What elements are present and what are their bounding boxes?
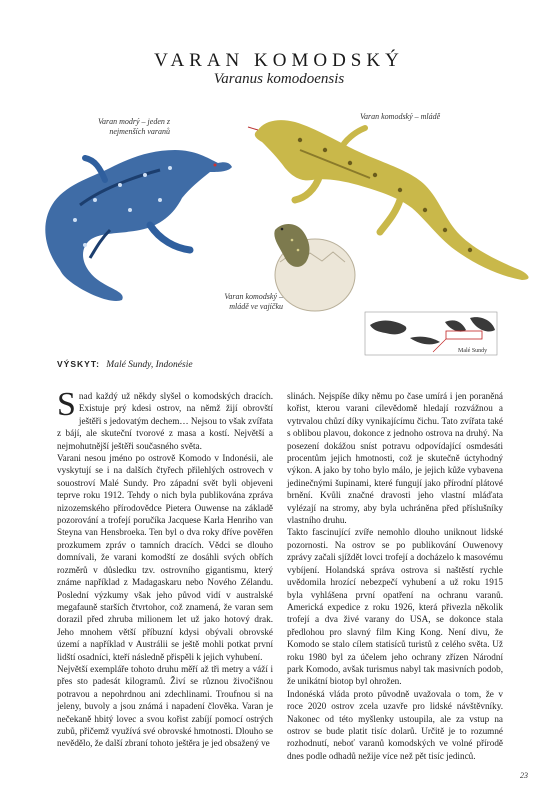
body-left-column <box>57 386 273 750</box>
map-label: Malé Sundy <box>458 348 488 354</box>
occurrence-label: VÝSKYT: <box>57 359 100 369</box>
young-monitor-caption: Varan komodský – mládě <box>360 112 441 121</box>
paragraph: slinách. Nejspíše díky němu po čase umírá i jen poraněná kořist, kterou varani cílevědomě hledají rozvážnou a vytrvalou chůzí díky vynikajícímu čichu. Tato zvířata také s oblibou plavou, dokonce z jednoho ostrova na druhý. Na posezení dokážou sníst potravu odpovídající osmdesáti procentům jejich hmotnosti, což je skutečně úctyhodný výkon. A jako by toho bylo málo, je jejich kůže vybavena jedinečnými šupinami, které fungují jako přírodní plátové brnění. Kvůli značné dravosti jeho vlastní mláďata vylézají na stromy, aby byla uchráněna před příslušníky vlastního druhu. <box>287 391 503 526</box>
latin-name: Varanus komodoensis <box>213 71 345 87</box>
page-number: 23 <box>520 771 528 780</box>
blue-monitor-illustration <box>45 150 232 301</box>
paragraph: Varani nesou jméno po ostrově Komodo v Indonésii, ale vyskytují se i na dalších čtyřech přilehlých ostrovech v souostroví Malé Sundy. Pro západní svět byli objeveni teprve roku 1912. Tehdy o nich byla publikována zpráva nizozemského přírodovědce Pietera Ouwense na základě pozorování a trofejí poručíka Jacquese Karla Henriho van Steyna van Hensbroeka. Ten byl o dva roky dříve pověřen prozkumem zpráv o tamních dracích. Vědci se dlouho domnívali, že varani komodští ze dosáhli svých obřích rozměrů v důsledku tzv. ostrovního gigantismu, který známe například z Madagaskaru nebo Nového Zélandu. Poslední výzkumy však jeho původ vidí v australské megafauně starších čtvrtohor, což znamená, že varan sem dorazil před zhruba milionem let už jako hotový drak. Jeho mnohem větší příbuzní kdysi obývali obrovské území a například v Austrálii se ještě mohli potkat první lidští osadníci, kteří následně přispěli k jejich vyhubení. <box>57 453 273 662</box>
page-title: VARAN KOMODSKÝ <box>154 50 404 71</box>
paragraph: Indonéská vláda proto původně uvažovala o tom, že v roce 2020 ostrov zcela uzavře pro lidské návštěvníky. Nakonec od této myšlenky ustoupila, ale za vstup na ostrov se bude platit tisíc dolarů. Určitě je to rozumné rozhodnutí, neboť varanů komodských ve volné přírodě dnes podle odhadů nežije více než pět tisíc jedinců. <box>287 688 503 761</box>
body-right-column <box>287 390 503 762</box>
paragraph: Největší exempláře tohoto druhu měří až tři metry a váží i přes sto padesát kilogramů. Živí se různou živočišnou potravou a nepohrdnou ani zdechlinami. Troufnou si na jeleny, buvoly a jsou známá i napadení člověka. Varan je nečekaně hbitý lovec a svou kořist zabíjí pomocí ostrých zubů, přičemž využívá své obrovské hmotnosti. Dlouho se nevědělo, že další zbraní tohoto ještěra je jed obsažený ve <box>57 663 273 749</box>
occurrence <box>57 359 193 370</box>
egg-hatchling-caption: Varan komodský – mládě ve vajíčku <box>224 292 283 311</box>
paragraph: Snad každý už někdy slyšel o komodských dracích. Existuje prý kdesi ostrov, na němž žijí obrovští ještěři s jedovatým dechem… Nejsou to však zvířata z bájí, ale skuteční tvorové z masa a kostí. Největší a nejmohutnější ještěři současného světa. <box>57 386 273 451</box>
blue-monitor-caption: Varan modrý – jeden z nejmenších varanů <box>98 117 170 136</box>
drop-cap: S <box>57 386 76 423</box>
egg-hatchling-illustration <box>274 224 355 311</box>
paragraph: Takto fascinující zvíře nemohlo dlouho uniknout lidské pozornosti. Na ostrov se po publikování Ouwenovy zprávy začali sjíždět lovci trofejí a docházelo k masovému vybíjení. Holandská správa ostrova si naštěstí rychle uvědomila hrozící nebezpečí vyhubení a už roku 1915 byla vyhlášena první opatření na ochranu varanů. Americká expedice z roku 1926, která přivezla několik trofejí a dva živé varany do USA, se dokonce stala předlohou pro slavný film King Kong. Není divu, že Komodo se stalo cílem statisíců turistů z celého světa. Už roku 1980 byl za účelem jeho ochrany zřízen Národní park Komodo, avšak turismus nabyl tak masivních podob, že unikátní biotop byl ohrožen. <box>287 527 503 687</box>
occurrence-value: Malé Sundy, Indonésie <box>106 360 193 370</box>
